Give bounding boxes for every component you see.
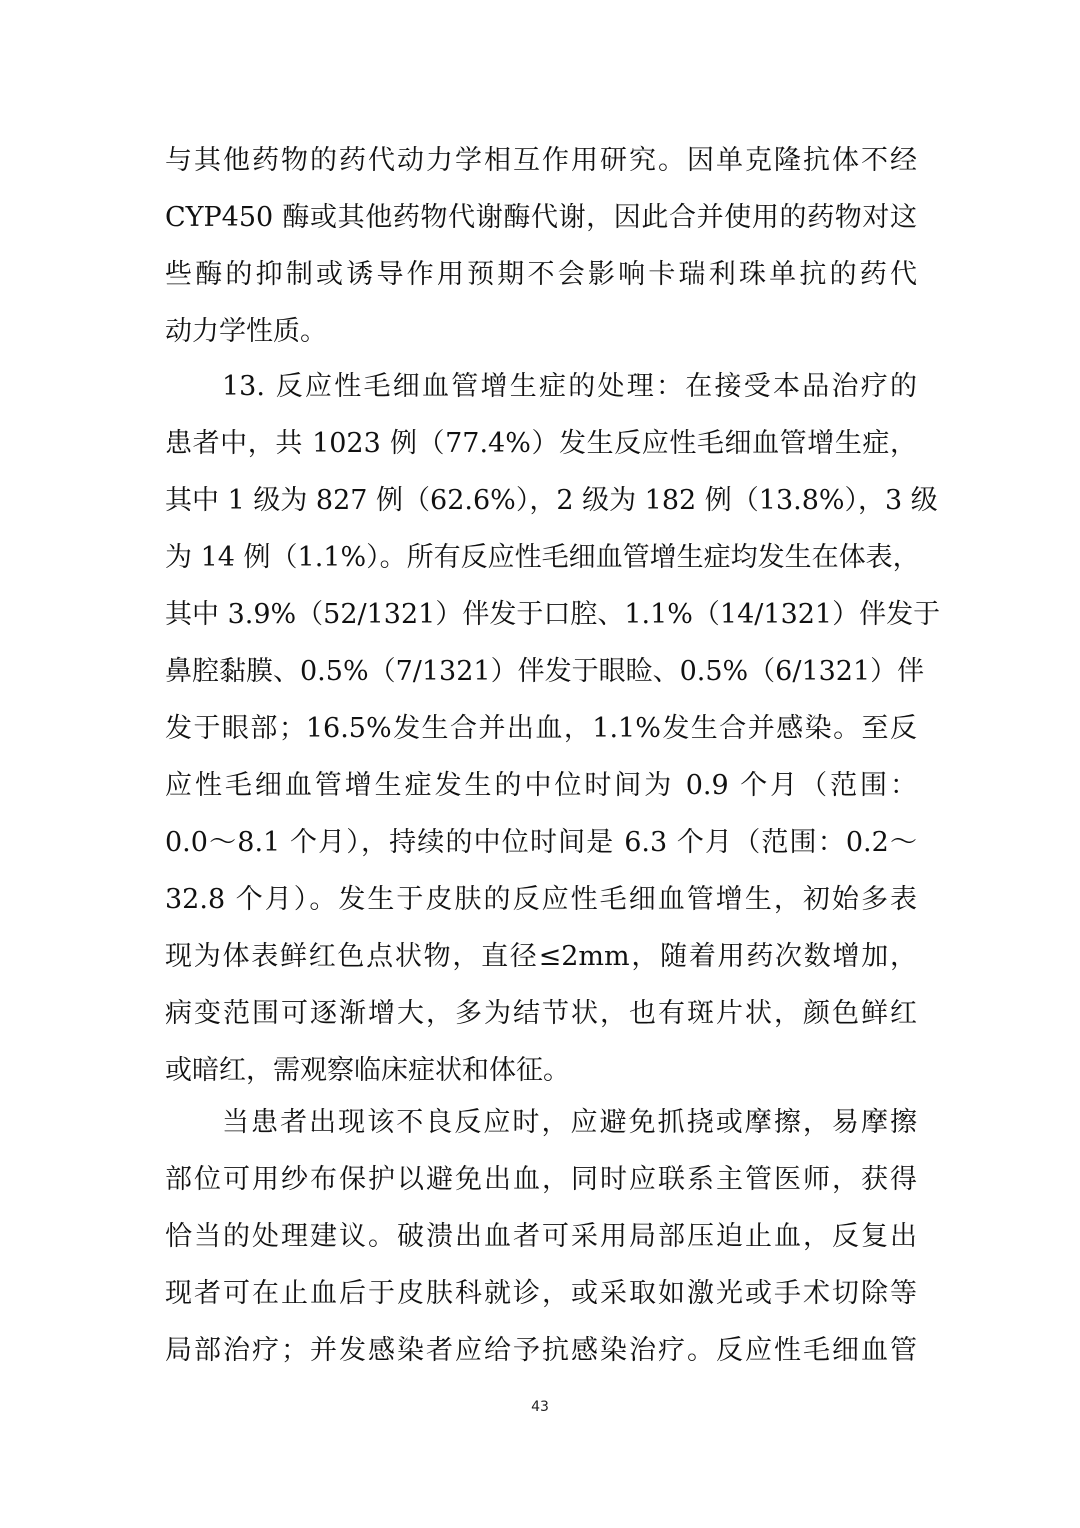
text-line: 患者中，共 1023 例（77.4%）发生反应性毛细血管增生症， xyxy=(165,428,917,459)
paragraph-rcch-management xyxy=(165,358,941,1099)
text-line: 0.0～8.1 个月），持续的中位时间是 6.3 个月（范围：0.2～ xyxy=(165,827,917,858)
text-line: CYP450 酶或其他药物代谢酶代谢，因此合并使用的药物对这 xyxy=(165,202,917,233)
text-line: 局部治疗；并发感染者应给予抗感染治疗。反应性毛细血管 xyxy=(165,1335,917,1366)
paragraph-pk-interaction xyxy=(165,132,917,360)
text-line: 动力学性质。 xyxy=(165,316,327,347)
text-line: 恰当的处理建议。破溃出血者可采用局部压迫止血，反复出 xyxy=(165,1221,917,1252)
text-line: 应性毛细血管增生症发生的中位时间为 0.9 个月（范围： xyxy=(165,770,917,801)
text-line: 13. 反应性毛细血管增生症的处理：在接受本品治疗的 xyxy=(222,371,917,402)
text-line: 其中 1 级为 827 例（62.6%），2 级为 182 例（13.8%），3 级 xyxy=(165,485,938,516)
text-line: 现者可在止血后于皮肤科就诊，或采取如激光或手术切除等 xyxy=(165,1278,917,1309)
text-line: 病变范围可逐渐增大，多为结节状，也有斑片状，颜色鲜红 xyxy=(165,998,917,1029)
text-line: 32.8 个月）。发生于皮肤的反应性毛细血管增生，初始多表 xyxy=(165,884,917,915)
paragraph-patient-care xyxy=(165,1094,917,1379)
text-line: 发于眼部；16.5%发生合并出血，1.1%发生合并感染。至反 xyxy=(165,713,917,744)
text-line: 鼻腔黏膜、0.5%（7/1321）伴发于眼睑、0.5%（6/1321）伴 xyxy=(165,656,925,687)
text-line: 部位可用纱布保护以避免出血，同时应联系主管医师，获得 xyxy=(165,1164,917,1195)
text-line: 为 14 例（1.1%）。所有反应性毛细血管增生症均发生在体表， xyxy=(165,542,920,573)
text-line: 其中 3.9%（52/1321）伴发于口腔、1.1%（14/1321）伴发于 xyxy=(165,599,941,630)
text-line: 或暗红，需观察临床症状和体征。 xyxy=(165,1055,570,1086)
text-line: 现为体表鲜红色点状物，直径≤2mm，随着用药次数增加， xyxy=(165,941,917,972)
text-line: 当患者出现该不良反应时，应避免抓挠或摩擦，易摩擦 xyxy=(222,1107,917,1138)
text-line: 些酶的抑制或诱导作用预期不会影响卡瑞利珠单抗的药代 xyxy=(165,259,917,290)
page-number: 43 xyxy=(531,1399,549,1415)
text-line: 与其他药物的药代动力学相互作用研究。因单克隆抗体不经 xyxy=(165,145,917,176)
